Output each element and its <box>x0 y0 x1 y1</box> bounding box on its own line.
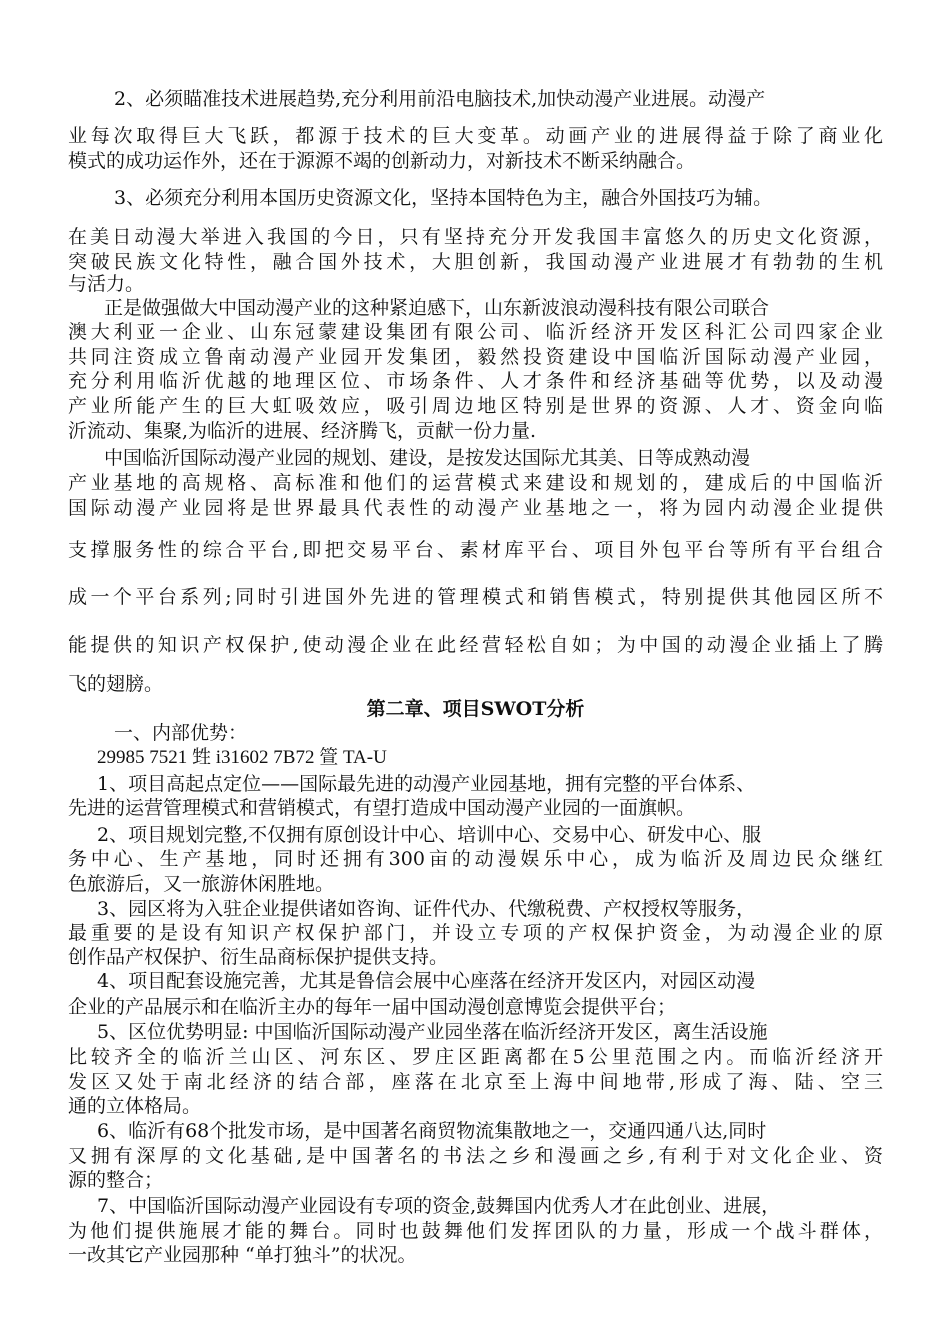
section-heading: 一、内部优势： <box>114 722 248 744</box>
text-line: 企业的产品展示和在临沂主办的每年一届中国动漫创意博览会提供平台； <box>68 996 677 1018</box>
text-line: 共同注资成立鲁南动漫产业园开发集团，毅然投资建设中国临沂国际动漫产业园， <box>68 346 883 368</box>
text-line: 6、临沂有68个批发市场，是中国著名商贸物流集散地之一，交通四通八达,同时 <box>97 1120 767 1142</box>
text-line: 澳大利亚一企业、山东冠蒙建设集团有限公司、临沂经济开发区科汇公司四家企业 <box>68 321 883 343</box>
text-line: 7、中国临沂国际动漫产业园设有专项的资金,鼓舞国内优秀人才在此创业、进展， <box>97 1195 781 1217</box>
text-line: 飞的翅膀。 <box>68 673 164 695</box>
text-line: 1、项目高起点定位——国际最先进的动漫产业园基地，拥有完整的平台体系、 <box>97 773 756 795</box>
text-line: 创作品产权保护、衍生品商标保护提供支持。 <box>68 946 449 968</box>
text-line: 一改其它产业园那种 “单打独斗”的状况。 <box>68 1244 417 1266</box>
text-line: 能提供的知识产权保护,使动漫企业在此经营轻松自如；为中国的动漫企业插上了腾 <box>68 634 883 656</box>
text-line: 国际动漫产业园将是世界最具代表性的动漫产业基地之一，将为园内动漫企业提供 <box>68 497 883 519</box>
text-line: 3、园区将为入驻企业提供诸如咨询、证件代办、代缴税费、产权授权等服务， <box>97 898 756 920</box>
text-line: 5、区位优势明显: 中国临沂国际动漫产业园坐落在临沂经济开发区，离生活设施 <box>97 1021 768 1043</box>
text-line: 产业所能产生的巨大虹吸效应，吸引周边地区特别是世界的资源、人才、资金向临 <box>68 395 883 417</box>
text-line: 产业基地的高规格、高标准和他们的运营模式来建设和规划的，建成后的中国临沂 <box>68 472 883 494</box>
text-line: 突破民族文化特性，融合国外技术，大胆创新，我国动漫产业进展才有勃勃的生机 <box>68 251 883 273</box>
text-line: 成一个平台系列;同时引进国外先进的管理模式和销售模式，特别提供其他园区所不 <box>68 586 883 608</box>
text-line: 务中心、生产基地，同时还拥有300亩的动漫娱乐中心，成为临沂及周边民众继红 <box>68 848 883 870</box>
text-line: 2、项目规划完整,不仅拥有原创设计中心、培训中心、交易中心、研发中心、服 <box>97 824 762 846</box>
text-line: 通的立体格局。 <box>68 1095 202 1117</box>
text-line: 在美日动漫大举进入我国的今日，只有坚持充分开发我国丰富悠久的历史文化资源， <box>68 226 883 248</box>
text-line: 最重要的是设有知识产权保护部门，并设立专项的产权保护资金，为动漫企业的原 <box>68 922 883 944</box>
text-line: 为他们提供施展才能的舞台。同时也鼓舞他们发挥团队的力量，形成一个战斗群体， <box>68 1220 883 1242</box>
text-line: 中国临沂国际动漫产业园的规划、建设，是按发达国际尤其美、日等成熟动漫 <box>104 447 751 469</box>
text-line: 与活力。 <box>68 273 145 295</box>
text-line: 2、必须瞄准技术进展趋势,充分利用前沿电脑技术,加快动漫产业进展。动漫产 <box>114 88 766 110</box>
text-line: 沂流动、集聚,为临沂的进展、经济腾飞，贡献一份力量. <box>68 420 537 442</box>
chapter-heading: 第二章、项目SWOT分析 <box>366 698 585 720</box>
text-line: 色旅游后，又一旅游休闲胜地。 <box>68 873 335 895</box>
text-line: 正是做强做大中国动漫产业的这种紧迫感下，山东新波浪动漫科技有限公司联合 <box>104 297 770 319</box>
text-line: 29985 7521 甡 i31602 7B72 箮 TA-U <box>97 747 387 768</box>
text-line: 比较齐全的临沂兰山区、河东区、罗庄区距离都在5公里范围之内。而临沂经济开 <box>68 1046 883 1068</box>
text-line: 4、项目配套设施完善，尤其是鲁信会展中心座落在经济开发区内，对园区动漫 <box>97 970 756 992</box>
text-line: 3、必须充分利用本国历史资源文化，坚持本国特色为主，融合外国技巧为辅。 <box>114 187 773 209</box>
text-line: 支撑服务性的综合平台,即把交易平台、素材库平台、项目外包平台等所有平台组合 <box>68 539 883 561</box>
text-line: 又拥有深厚的文化基础,是中国著名的书法之乡和漫画之乡,有利于对文化企业、资 <box>68 1145 883 1167</box>
text-line: 业每次取得巨大飞跃，都源于技术的巨大变革。动画产业的进展得益于除了商业化 <box>68 125 883 147</box>
text-line: 源的整合； <box>68 1169 164 1191</box>
text-line: 发区又处于南北经济的结合部，座落在北京至上海中间地带,形成了海、陆、空三 <box>68 1071 883 1093</box>
text-line: 模式的成功运作外，还在于源源不竭的创新动力，对新技术不断采纳融合。 <box>68 150 696 172</box>
text-line: 充分利用临沂优越的地理区位、市场条件、人才条件和经济基础等优势，以及动漫 <box>68 370 883 392</box>
text-line: 先进的运营管理模式和营销模式，有望打造成中国动漫产业园的一面旗帜。 <box>68 797 696 819</box>
